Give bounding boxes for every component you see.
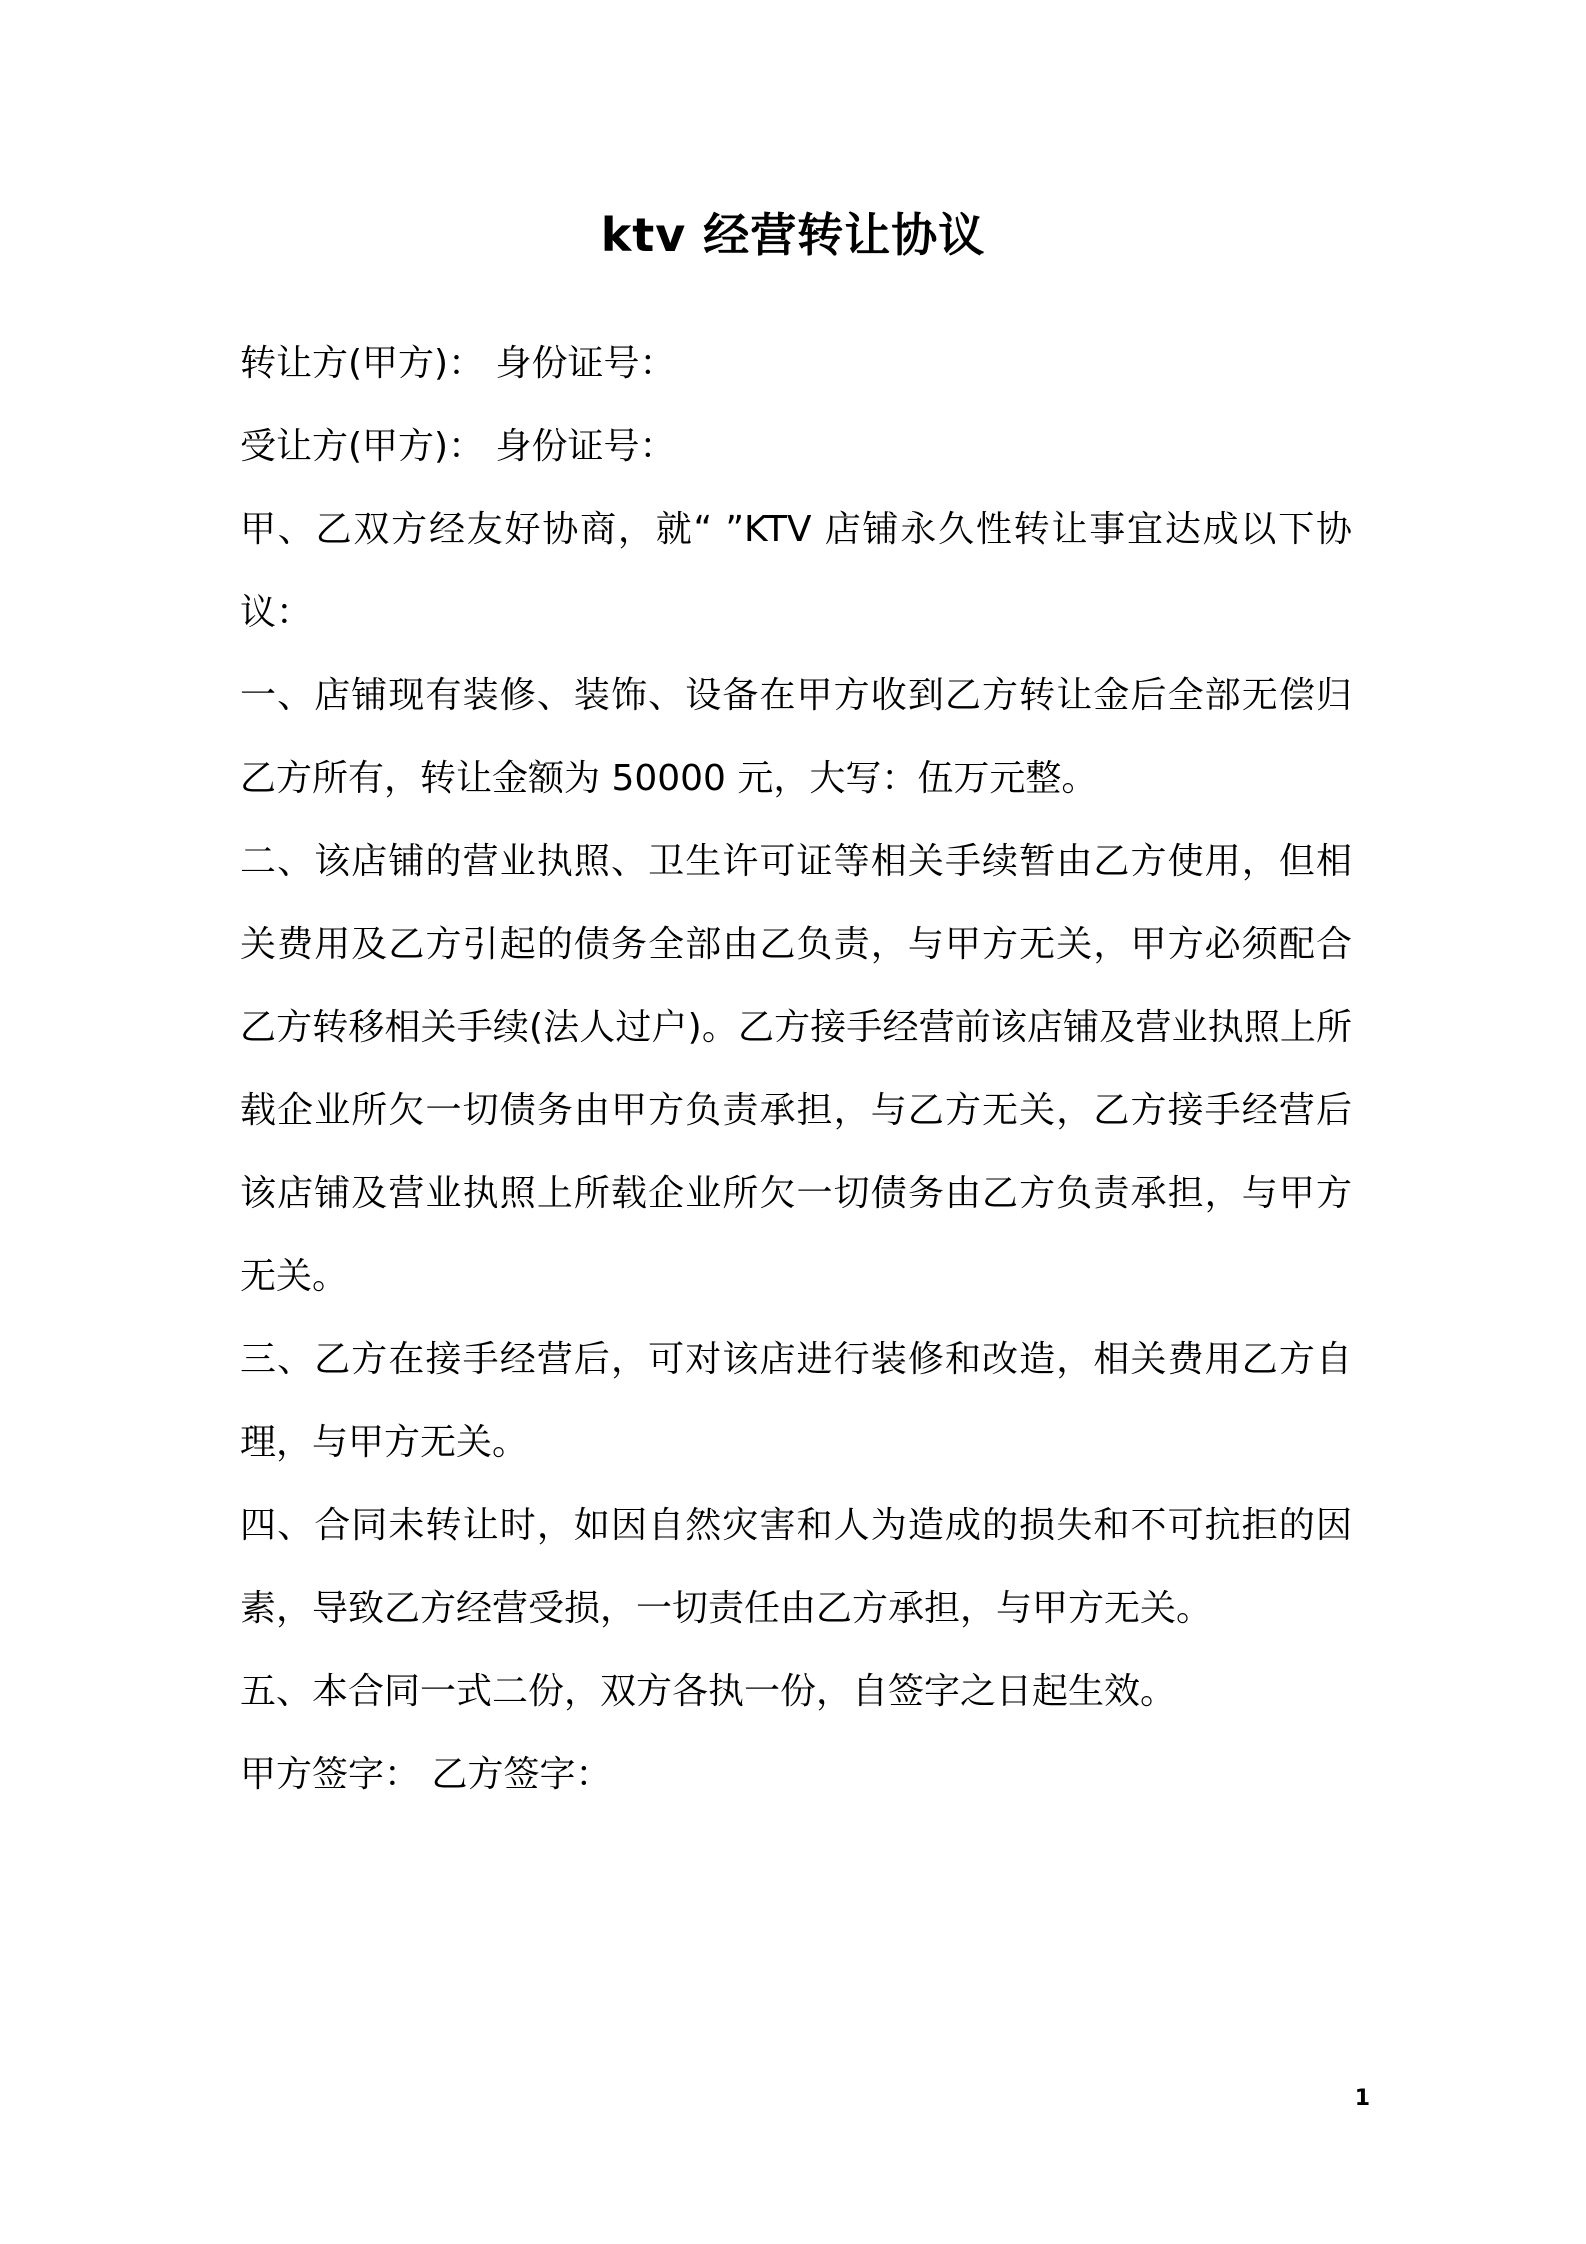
paragraph-clause-5: 五、本合同一式二份，双方各执一份，自签字之日起生效。 <box>240 1671 1177 1712</box>
paragraph-clause-4: 四、合同未转让时，如因自然灾害和人为造成的损失和不可抗拒的因素，导致乙方经营受损，一切责任由乙方承担，与甲方无关。 <box>240 1505 1352 1629</box>
paragraph-transferor: 转让方(甲方)： 身份证号： <box>240 343 676 384</box>
paragraph-preamble: 甲、乙双方经友好协商，就“ ”KTV 店铺永久性转让事宜达成以下协议： <box>240 509 1352 633</box>
page-number: 1 <box>1354 2086 1370 2111</box>
paragraph-signatures: 甲方签字： 乙方签字： <box>240 1754 612 1795</box>
document-title: ktv 经营转让协议 <box>600 208 986 262</box>
paragraph-clause-1: 一、店铺现有装修、装饰、设备在甲方收到乙方转让金后全部无偿归乙方所有，转让金额为 50000 元，大写：伍万元整。 <box>240 675 1352 799</box>
paragraph-transferee: 受让方(甲方)： 身份证号： <box>240 426 676 467</box>
paragraph-clause-2: 二、该店铺的营业执照、卫生许可证等相关手续暂由乙方使用，但相关费用及乙方引起的债务全部由乙负责，与甲方无关，甲方必须配合乙方转移相关手续(法人过户)。乙方接手经营前该店铺及营业执照上所载企业所欠一切债务由甲方负责承担，与乙方无关，乙方接手经营后该店铺及营业执照上所载企业所欠一切债务由乙方负责承担，与甲方无关。 <box>240 841 1352 1297</box>
document-body <box>240 322 1352 1816</box>
paragraph-clause-3: 三、乙方在接手经营后，可对该店进行装修和改造，相关费用乙方自理，与甲方无关。 <box>240 1339 1352 1463</box>
